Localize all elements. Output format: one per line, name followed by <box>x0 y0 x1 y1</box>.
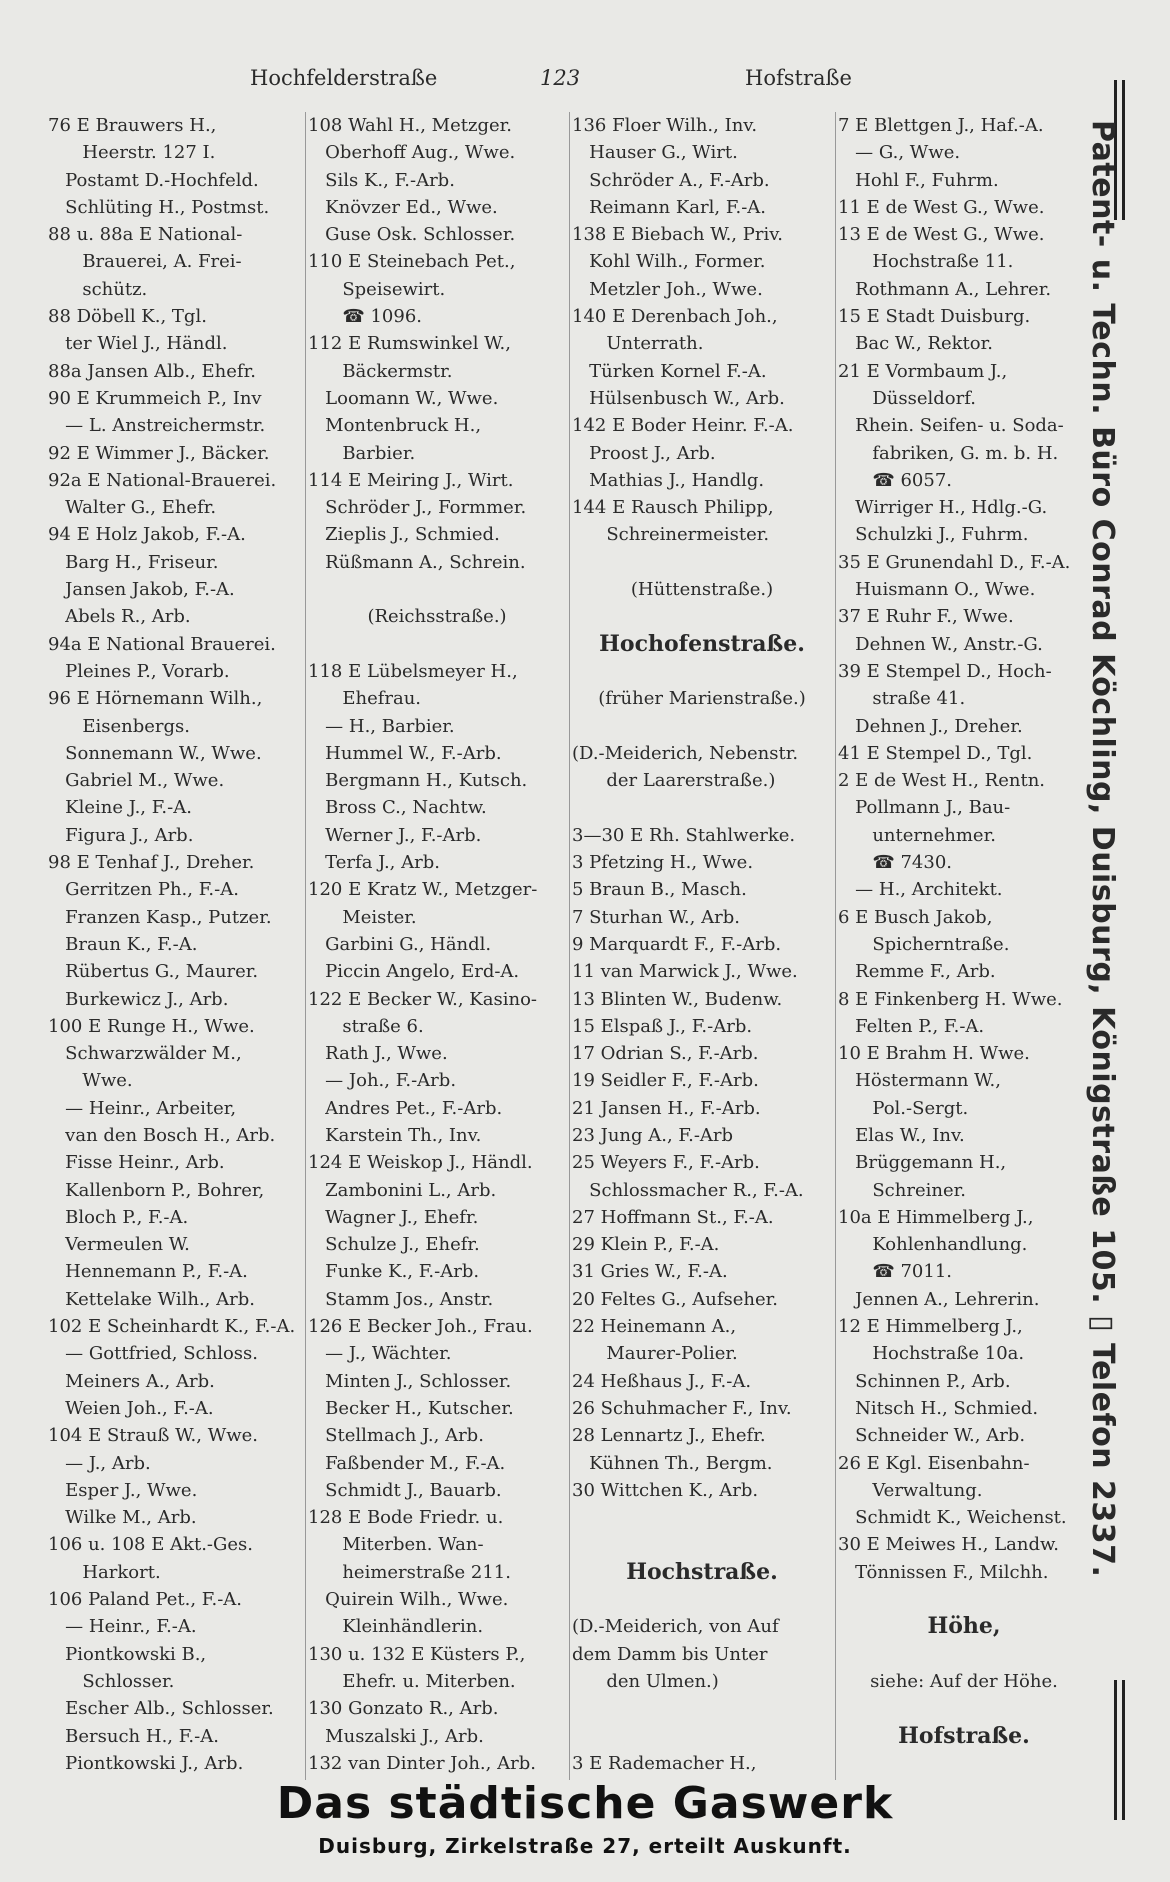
directory-entry: 102 E Scheinhardt K., F.-A. <box>48 1316 296 1338</box>
sidebar-advertisement: Patent- u. Techn. Büro Conrad Köchling, Duisburg, Königstraße 105. ▯ Telefon 2337. <box>1085 120 1120 1578</box>
directory-entry: 8 E Finkenberg H. Wwe. <box>838 988 1063 1010</box>
directory-entry: Weien Joh., F.-A. <box>48 1397 214 1419</box>
directory-entry: Minten J., Schlosser. <box>308 1370 512 1392</box>
directory-entry: van den Bosch H., Arb. <box>48 1124 276 1146</box>
directory-entry: ☎ 7430. <box>838 852 953 874</box>
directory-entry: 31 Gries W., F.-A. <box>572 1261 728 1283</box>
footer-ad-subtitle: Duisburg, Zirkelstraße 27, erteilt Auskunft. <box>318 1834 852 1858</box>
directory-entry: 9 Marquardt F., F.-Arb. <box>572 933 782 955</box>
directory-entry: 136 Floer Wilh., Inv. <box>572 115 758 136</box>
directory-entry: 126 E Becker Joh., Frau. <box>308 1316 533 1338</box>
directory-entry: Harkort. <box>48 1561 161 1583</box>
directory-entry: heimerstraße 211. <box>308 1561 511 1583</box>
directory-entry: Rothmann A., Lehrer. <box>838 278 1052 300</box>
directory-entry: Bäckermstr. <box>308 360 453 382</box>
directory-entry: Hummel W., F.-Arb. <box>308 742 502 764</box>
directory-entry: Schröder A., F.-Arb. <box>572 169 770 191</box>
directory-entry <box>838 1750 1090 1777</box>
directory-entry: Speisewirt. <box>308 278 446 300</box>
directory-entry <box>572 1723 832 1750</box>
directory-entry: 3 E Rademacher H., <box>572 1752 757 1774</box>
directory-entry: — Gottfried, Schloss. <box>48 1343 259 1365</box>
directory-entry: Kallenborn P., Bohrer, <box>48 1179 265 1201</box>
column-divider <box>835 112 836 1780</box>
directory-entry: 21 E Vormbaum J., <box>838 360 1008 382</box>
directory-entry: 21 Jansen H., F.-Arb. <box>572 1097 761 1119</box>
directory-entry: 28 Lennartz J., Ehefr. <box>572 1425 766 1447</box>
directory-entry: Dehnen J., Dreher. <box>838 715 1023 737</box>
directory-entry: straße 6. <box>308 1015 424 1037</box>
directory-entry: 22 Heinemann A., <box>572 1316 737 1338</box>
directory-entry: 23 Jung A., F.-Arb <box>572 1124 734 1146</box>
rule <box>1122 1680 1125 1820</box>
directory-entry: 130 Gonzato R., Arb. <box>308 1698 499 1720</box>
directory-entry: ter Wiel J., Händl. <box>48 333 228 355</box>
directory-entry: ☎ 1096. <box>308 306 423 328</box>
directory-entry: Stellmach J., Arb. <box>308 1425 484 1447</box>
rule <box>1122 80 1125 220</box>
directory-entry: 110 E Steinebach Pet., <box>308 251 516 273</box>
directory-entry: Kohlenhandlung. <box>838 1234 1028 1256</box>
directory-entry: Schlosser. <box>48 1670 175 1692</box>
directory-entry: Felten P., F.-A. <box>838 1015 985 1037</box>
directory-entry: Kleine J., F.-A. <box>48 797 192 819</box>
directory-entry: Sonnemann W., Wwe. <box>48 742 262 764</box>
directory-entry: 124 E Weiskop J., Händl. <box>308 1152 533 1174</box>
directory-entry: Heerstr. 127 I. <box>48 142 216 164</box>
directory-entry: Hochstraße 10a. <box>838 1343 1025 1365</box>
directory-entry: 13 Blinten W., Budenw. <box>572 988 783 1010</box>
directory-entry: Maurer-Polier. <box>572 1343 738 1365</box>
directory-entry: 27 Hoffmann St., F.-A. <box>572 1206 774 1228</box>
directory-entry: unternehmer. <box>838 824 996 846</box>
directory-entry: 24 Heßhaus J., F.-A. <box>572 1370 752 1392</box>
directory-entry: — H., Barbier. <box>308 715 455 737</box>
directory-entry: (Reichsstraße.) <box>367 606 507 628</box>
directory-entry <box>838 1641 1090 1668</box>
directory-entry: Sils K., F.-Arb. <box>308 169 455 191</box>
directory-entry: 92a E National-Brauerei. <box>48 469 277 491</box>
directory-entry: Jansen Jakob, F.-A. <box>48 579 235 601</box>
directory-entry: (D.-Meiderich, von Auf <box>572 1616 779 1638</box>
directory-entry: Barg H., Friseur. <box>48 551 219 573</box>
directory-entry: Franzen Kasp., Putzer. <box>48 906 272 928</box>
directory-entry: Barbier. <box>308 442 416 464</box>
directory-entry: Hochstraße 11. <box>838 251 1014 273</box>
directory-entry: Zieplis J., Schmied. <box>308 524 500 546</box>
directory-entry: 96 E Hörnemann Wilh., <box>48 688 263 710</box>
directory-entry: 142 E Boder Heinr. F.-A. <box>572 415 794 437</box>
directory-entry: Proost J., Arb. <box>572 442 716 464</box>
directory-entry: 7 E Blettgen J., Haf.-A. <box>838 115 1044 136</box>
directory-entry <box>572 658 832 685</box>
directory-entry: 120 E Kratz W., Metzger- <box>308 879 538 901</box>
directory-entry: Pollmann J., Bau- <box>838 797 1011 819</box>
column-divider <box>569 112 570 1780</box>
street-heading: Hochofenstraße. <box>599 630 805 657</box>
directory-entry: Pleines P., Vorarb. <box>48 660 230 682</box>
directory-entry: 7 Sturhan W., Arb. <box>572 906 740 928</box>
directory-entry: Schröder J., Formmer. <box>308 497 527 519</box>
directory-entry: — G., Wwe. <box>838 142 961 164</box>
directory-entry: straße 41. <box>838 688 966 710</box>
directory-entry: Spicherntraße. <box>838 933 1010 955</box>
directory-entry: Guse Osk. Schlosser. <box>308 224 516 246</box>
directory-entry: Kohl Wilh., Former. <box>572 251 766 273</box>
header-left-street: Hochfelderstraße <box>250 66 438 90</box>
directory-entry: 25 Weyers F., F.-Arb. <box>572 1152 760 1174</box>
directory-entry <box>572 1586 832 1613</box>
directory-entry: Hauser G., Wirt. <box>572 142 738 164</box>
directory-entry: Escher Alb., Schlosser. <box>48 1698 274 1720</box>
directory-entry: ☎ 7011. <box>838 1261 953 1283</box>
directory-entry: 2 E de West H., Rentn. <box>838 770 1046 792</box>
directory-entry <box>308 576 566 603</box>
directory-entry: Werner J., F.-Arb. <box>308 824 482 846</box>
directory-entry <box>838 1586 1090 1613</box>
column-2 <box>308 112 566 1780</box>
directory-entry: Kleinhändlerin. <box>308 1616 484 1638</box>
directory-entry: Piontkowski B., <box>48 1643 207 1665</box>
directory-entry: Mathias J., Handlg. <box>572 469 765 491</box>
directory-entry: 92 E Wimmer J., Bäcker. <box>48 442 270 464</box>
directory-entry: Knövzer Ed., Wwe. <box>308 196 498 218</box>
directory-entry: — Heinr., F.-A. <box>48 1616 197 1638</box>
directory-entry: Karstein Th., Inv. <box>308 1124 482 1146</box>
directory-entry: 10 E Brahm H. Wwe. <box>838 1043 1030 1065</box>
directory-entry: Huismann O., Wwe. <box>838 579 1036 601</box>
directory-entry: Rhein. Seifen- u. Soda- <box>838 415 1064 437</box>
directory-entry: 3—30 E Rh. Stahlwerke. <box>572 824 796 846</box>
directory-entry: Esper J., Wwe. <box>48 1479 198 1501</box>
directory-entry: 30 E Meiwes H., Landw. <box>838 1534 1060 1556</box>
directory-entry: Wagner J., Ehefr. <box>308 1206 479 1228</box>
directory-entry: Funke K., F.-Arb. <box>308 1261 480 1283</box>
directory-entry: Reimann Karl, F.-A. <box>572 196 767 218</box>
directory-entry: — H., Architekt. <box>838 879 1003 901</box>
directory-entry: Pol.-Sergt. <box>838 1097 969 1119</box>
directory-entry: 37 E Ruhr F., Wwe. <box>838 606 1014 628</box>
directory-entry: Wilke M., Arb. <box>48 1507 197 1529</box>
directory-entry: Miterben. Wan- <box>308 1534 484 1556</box>
directory-entry: Elas W., Inv. <box>838 1124 965 1146</box>
directory-entry: Terfa J., Arb. <box>308 852 440 874</box>
directory-entry: Oberhoff Aug., Wwe. <box>308 142 516 164</box>
directory-entry: 138 E Biebach W., Priv. <box>572 224 783 246</box>
directory-entry: 108 Wahl H., Metzger. <box>308 115 513 136</box>
directory-entry: 90 E Krummeich P., Inv <box>48 387 262 409</box>
directory-entry: Tönnissen F., Milchh. <box>838 1561 1049 1583</box>
directory-entry: Montenbruck H., <box>308 415 482 437</box>
directory-entry: Rüßmann A., Schrein. <box>308 551 526 573</box>
directory-entry: Andres Pet., F.-Arb. <box>308 1097 503 1119</box>
directory-entry <box>572 713 832 740</box>
directory-entry: Jennen A., Lehrerin. <box>838 1288 1040 1310</box>
directory-entry: 12 E Himmelberg J., <box>838 1316 1023 1338</box>
directory-entry: Rübertus G., Maurer. <box>48 961 259 983</box>
directory-entry: 130 u. 132 E Küsters P., <box>308 1643 526 1665</box>
column-1 <box>48 112 303 1780</box>
directory-entry: Stamm Jos., Anstr. <box>308 1288 494 1310</box>
directory-entry: Unterrath. <box>572 333 704 355</box>
directory-entry: Nitsch H., Schmied. <box>838 1397 1039 1419</box>
directory-entry: Gabriel M., Wwe. <box>48 770 225 792</box>
directory-entry: 88 Döbell K., Tgl. <box>48 306 207 328</box>
directory-entry: 106 u. 108 E Akt.-Ges. <box>48 1534 253 1556</box>
directory-entry: Schmidt K., Weichenst. <box>838 1507 1067 1529</box>
directory-entry: Hülsenbusch W., Arb. <box>572 387 785 409</box>
directory-entry: Bross C., Nachtw. <box>308 797 487 819</box>
directory-entry: 29 Klein P., F.-A. <box>572 1234 720 1256</box>
directory-entry: 88 u. 88a E National- <box>48 224 243 246</box>
directory-entry: Schmidt J., Bauarb. <box>308 1479 502 1501</box>
directory-entry: Faßbender M., F.-A. <box>308 1452 506 1474</box>
directory-entry: 94a E National Brauerei. <box>48 633 276 655</box>
directory-entry: Hohl F., Fuhrm. <box>838 169 999 191</box>
column-divider <box>305 112 306 1780</box>
directory-entry: Piontkowski J., Arb. <box>48 1752 244 1774</box>
directory-entry: (früher Marienstraße.) <box>598 688 806 710</box>
directory-entry <box>838 1695 1090 1722</box>
directory-entry: Walter G., Ehefr. <box>48 497 217 519</box>
directory-entry: Wirriger H., Hdlg.-G. <box>838 497 1048 519</box>
directory-entry: 30 Wittchen K., Arb. <box>572 1479 759 1501</box>
directory-entry: Becker H., Kutscher. <box>308 1397 514 1419</box>
street-heading: Höhe, <box>927 1613 1001 1640</box>
directory-entry: Meister. <box>308 906 417 928</box>
page-number: 123 <box>540 66 581 90</box>
directory-entry: 26 Schuhmacher F., Inv. <box>572 1397 792 1419</box>
directory-entry <box>572 1531 832 1558</box>
directory-entry <box>572 549 832 576</box>
directory-entry: (D.-Meiderich, Nebenstr. <box>572 742 799 764</box>
directory-entry: 35 E Grunendahl D., F.-A. <box>838 551 1071 573</box>
directory-entry: ☎ 6057. <box>838 469 953 491</box>
directory-entry: Bac W., Rektor. <box>838 333 993 355</box>
directory-entry: Quirein Wilh., Wwe. <box>308 1589 509 1611</box>
directory-entry: Dehnen W., Anstr.-G. <box>838 633 1043 655</box>
directory-entry: 88a Jansen Alb., Ehefr. <box>48 360 256 382</box>
directory-entry <box>572 794 832 821</box>
directory-entry: Loomann W., Wwe. <box>308 387 499 409</box>
directory-entry: Brauerei, A. Frei- <box>48 251 242 273</box>
directory-entry: Kettelake Wilh., Arb. <box>48 1288 255 1310</box>
directory-entry <box>308 631 566 658</box>
directory-entry: Schulze J., Ehefr. <box>308 1234 480 1256</box>
directory-entry: Schulzki J., Fuhrm. <box>838 524 1029 546</box>
directory-entry: Abels R., Arb. <box>48 606 191 628</box>
page-header <box>250 66 850 102</box>
directory-entry: 104 E Strauß W., Wwe. <box>48 1425 258 1447</box>
directory-entry: 94 E Holz Jakob, F.-A. <box>48 524 246 546</box>
directory-entry: 20 Feltes G., Aufseher. <box>572 1288 779 1310</box>
directory-entry: Bersuch H., F.-A. <box>48 1725 219 1747</box>
directory-entry: Eisenbergs. <box>48 715 190 737</box>
directory-entry: 132 van Dinter Joh., Arb. <box>308 1752 536 1774</box>
directory-entry: 144 E Rausch Philipp, <box>572 497 774 519</box>
directory-entry: 106 Paland Pet., F.-A. <box>48 1589 243 1611</box>
directory-entry <box>572 1504 832 1531</box>
directory-entry: 140 E Derenbach Joh., <box>572 306 778 328</box>
directory-entry: 10a E Himmelberg J., <box>838 1206 1034 1228</box>
directory-entry: dem Damm bis Unter <box>572 1643 768 1665</box>
directory-entry: Muszalski J., Arb. <box>308 1725 484 1747</box>
directory-entry: 15 Elspaß J., F.-Arb. <box>572 1015 753 1037</box>
directory-entry: 19 Seidler F., F.-Arb. <box>572 1070 759 1092</box>
directory-entry: — J., Arb. <box>48 1452 151 1474</box>
directory-entry: 118 E Lübelsmeyer H., <box>308 660 518 682</box>
directory-entry: Bergmann H., Kutsch. <box>308 770 528 792</box>
directory-entry: 11 van Marwick J., Wwe. <box>572 961 798 983</box>
directory-entry: Gerritzen Ph., F.-A. <box>48 879 239 901</box>
directory-entry: 100 E Runge H., Wwe. <box>48 1015 255 1037</box>
street-heading: Hochstraße. <box>626 1558 778 1585</box>
directory-entry: 98 E Tenhaf J., Dreher. <box>48 852 255 874</box>
directory-entry: 15 E Stadt Duisburg. <box>838 306 1031 328</box>
directory-entry: Postamt D.-Hochfeld. <box>48 169 259 191</box>
directory-entry: Garbini G., Händl. <box>308 933 492 955</box>
directory-entry: 17 Odrian S., F.-Arb. <box>572 1043 759 1065</box>
directory-entry <box>572 603 832 630</box>
directory-entry: Höstermann W., <box>838 1070 1001 1092</box>
directory-entry: siehe: Auf der Höhe. <box>870 1670 1058 1692</box>
footer-ad-title: Das städtische Gaswerk <box>276 1778 894 1829</box>
directory-entry: Verwaltung. <box>838 1479 983 1501</box>
directory-entry: — Joh., F.-Arb. <box>308 1070 457 1092</box>
directory-entry: 13 E de West G., Wwe. <box>838 224 1045 246</box>
directory-entry: — Heinr., Arbeiter, <box>48 1097 237 1119</box>
header-right-street: Hofstraße <box>745 66 852 90</box>
directory-entry: Zambonini L., Arb. <box>308 1179 497 1201</box>
directory-entry: 41 E Stempel D., Tgl. <box>838 742 1033 764</box>
column-3 <box>572 112 832 1780</box>
directory-entry: der Laarerstraße.) <box>572 770 776 792</box>
directory-entry: 39 E Stempel D., Hoch- <box>838 660 1052 682</box>
directory-entry: Vermeulen W. <box>48 1234 190 1256</box>
directory-entry: 76 E Brauwers H., <box>48 115 217 136</box>
directory-entry: schütz. <box>48 278 148 300</box>
directory-entry: Rath J., Wwe. <box>308 1043 448 1065</box>
directory-entry: Piccin Angelo, Erd-A. <box>308 961 520 983</box>
directory-entry: Schlossmacher R., F.-A. <box>572 1179 804 1201</box>
directory-entry: 114 E Meiring J., Wirt. <box>308 469 514 491</box>
directory-entry: 5 Braun B., Masch. <box>572 879 747 901</box>
directory-entry: Schlüting H., Postmst. <box>48 196 270 218</box>
directory-entry: 11 E de West G., Wwe. <box>838 196 1045 218</box>
directory-entry: Kühnen Th., Bergm. <box>572 1452 773 1474</box>
street-heading: Hofstraße. <box>898 1722 1030 1749</box>
directory-entry: Brüggemann H., <box>838 1152 1007 1174</box>
directory-entry: 112 E Rumswinkel W., <box>308 333 511 355</box>
directory-entry: 3 Pfetzing H., Wwe. <box>572 852 754 874</box>
directory-entry: — J., Wächter. <box>308 1343 452 1365</box>
directory-entry: 122 E Becker W., Kasino- <box>308 988 537 1010</box>
directory-entry: Schreinermeister. <box>572 524 770 546</box>
directory-entry: Fisse Heinr., Arb. <box>48 1152 225 1174</box>
directory-entry <box>572 1695 832 1722</box>
directory-entry: Meiners A., Arb. <box>48 1370 215 1392</box>
directory-entry: Schneider W., Arb. <box>838 1425 1026 1447</box>
directory-entry: 128 E Bode Friedr. u. <box>308 1507 504 1529</box>
directory-entry: fabriken, G. m. b. H. <box>838 442 1059 464</box>
directory-entry: Düsseldorf. <box>838 387 976 409</box>
column-4 <box>838 112 1090 1780</box>
directory-entry: Schwarzwälder M., <box>48 1043 242 1065</box>
directory-entry: Burkewicz J., Arb. <box>48 988 229 1010</box>
directory-entry: Braun K., F.-A. <box>48 933 198 955</box>
directory-entry: Ehefr. u. Miterben. <box>308 1670 516 1692</box>
directory-entry: Remme F., Arb. <box>838 961 996 983</box>
directory-entry: Metzler Joh., Wwe. <box>572 278 763 300</box>
directory-entry: Figura J., Arb. <box>48 824 194 846</box>
directory-entry: Wwe. <box>48 1070 133 1092</box>
directory-entry: 6 E Busch Jakob, <box>838 906 993 928</box>
directory-entry: Bloch P., F.-A. <box>48 1206 189 1228</box>
directory-entry: 26 E Kgl. Eisenbahn- <box>838 1452 1030 1474</box>
directory-entry: Ehefrau. <box>308 688 422 710</box>
directory-entry: — L. Anstreichermstr. <box>48 415 266 437</box>
directory-entry: Türken Kornel F.-A. <box>572 360 767 382</box>
directory-entry: Schreiner. <box>838 1179 966 1201</box>
directory-entry: den Ulmen.) <box>572 1670 719 1692</box>
directory-entry: (Hüttenstraße.) <box>630 579 774 601</box>
directory-entry: Hennemann P., F.-A. <box>48 1261 248 1283</box>
directory-entry: Schinnen P., Arb. <box>838 1370 1011 1392</box>
